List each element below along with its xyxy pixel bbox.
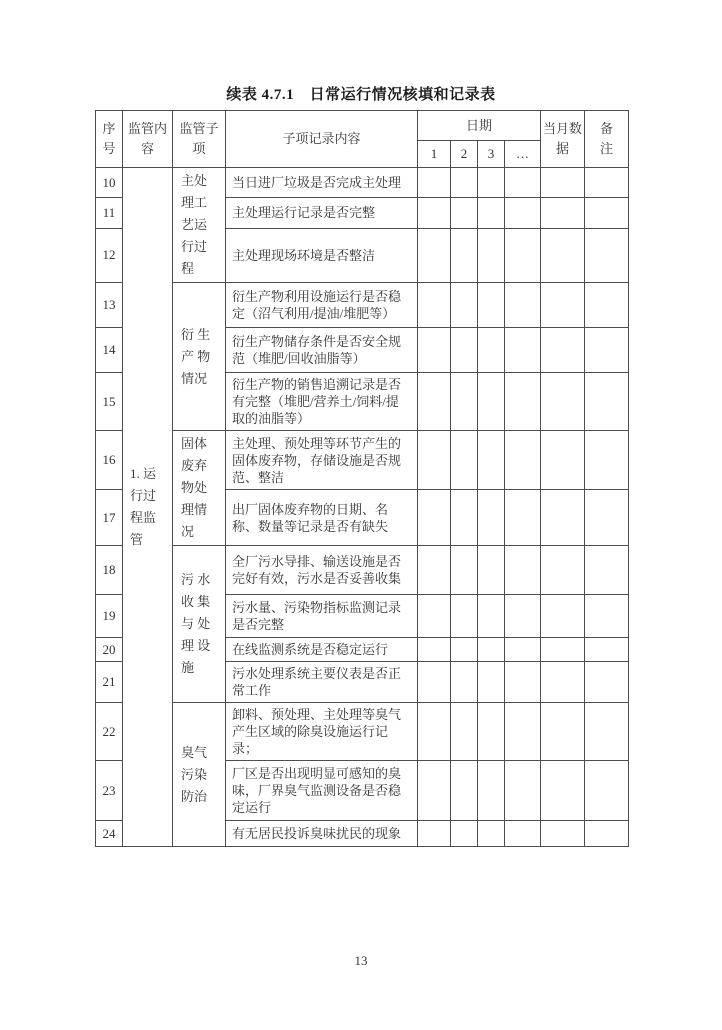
month-data-cell: [541, 638, 585, 662]
header-date-more: …: [505, 141, 541, 168]
row-number: 19: [96, 595, 123, 638]
date-cell: [505, 490, 541, 546]
date-cell: [451, 761, 478, 821]
date-cell: [478, 490, 505, 546]
record-cell: 污水量、污染物指标监测记录是否完整: [226, 595, 418, 638]
month-data-cell: [541, 228, 585, 282]
row-number: 14: [96, 328, 123, 373]
date-cell: [418, 228, 451, 282]
date-cell: [478, 431, 505, 490]
header-note: 备注: [585, 111, 629, 168]
page-number: 13: [354, 953, 368, 968]
date-cell: [505, 761, 541, 821]
note-cell: [585, 328, 629, 373]
record-cell: 主处理运行记录是否完整: [226, 198, 418, 228]
subitem-cell: 污 水 收 集 与 处 理 设 施: [173, 546, 226, 703]
record-cell: 主处理、预处理等环节产生的固体废弃物，存储设施是否规范、整洁: [226, 431, 418, 490]
record-cell: 衍生产物的销售追溯记录是否有完整（堆肥/营养土/饲料/提取的油脂等）: [226, 373, 418, 431]
header-row-1: [96, 111, 629, 141]
record-cell: 在线监测系统是否稳定运行: [226, 638, 418, 662]
month-data-cell: [541, 373, 585, 431]
date-cell: [451, 595, 478, 638]
row-number: 17: [96, 490, 123, 546]
month-data-cell: [541, 761, 585, 821]
note-cell: [585, 168, 629, 198]
month-data-cell: [541, 168, 585, 198]
month-data-cell: [541, 662, 585, 703]
record-cell: 污水处理系统主要仪表是否正常工作: [226, 662, 418, 703]
date-cell: [478, 638, 505, 662]
record-cell: 卸料、预处理、主处理等臭气产生区域的除臭设施运行记录；: [226, 703, 418, 761]
row-number: 24: [96, 821, 123, 847]
date-cell: [418, 662, 451, 703]
record-cell: 衍生产物储存条件是否安全规范（堆肥/回收油脂等）: [226, 328, 418, 373]
row-number: 12: [96, 228, 123, 282]
record-cell: 衍生产物利用设施运行是否稳定（沼气利用/提油/堆肥等）: [226, 283, 418, 328]
row-number: 18: [96, 546, 123, 595]
month-data-cell: [541, 490, 585, 546]
header-supervision-subitem: 监管子项: [173, 111, 226, 168]
date-cell: [418, 198, 451, 228]
header-date: 日期: [418, 111, 541, 141]
date-cell: [505, 168, 541, 198]
record-cell: 有无居民投诉臭味扰民的现象: [226, 821, 418, 847]
date-cell: [451, 703, 478, 761]
date-cell: [478, 546, 505, 595]
date-cell: [505, 283, 541, 328]
date-cell: [451, 168, 478, 198]
date-cell: [478, 703, 505, 761]
note-cell: [585, 821, 629, 847]
date-cell: [418, 373, 451, 431]
date-cell: [418, 283, 451, 328]
date-cell: [505, 198, 541, 228]
date-cell: [451, 638, 478, 662]
month-data-cell: [541, 283, 585, 328]
date-cell: [451, 431, 478, 490]
date-cell: [418, 638, 451, 662]
row-number: 11: [96, 198, 123, 228]
note-cell: [585, 228, 629, 282]
date-cell: [478, 373, 505, 431]
daily-operation-record-table: [95, 110, 629, 847]
record-cell: 主处理现场环境是否整洁: [226, 228, 418, 282]
table-row: [96, 431, 629, 490]
note-cell: [585, 638, 629, 662]
header-supervision-content: 监管内容: [123, 111, 173, 168]
table-row: [96, 703, 629, 761]
date-cell: [418, 821, 451, 847]
date-cell: [505, 638, 541, 662]
subitem-cell: 固体废弃物处理情况: [173, 431, 226, 546]
date-cell: [505, 662, 541, 703]
note-cell: [585, 373, 629, 431]
subitem-cell: 臭气污染防治: [173, 703, 226, 847]
date-cell: [451, 228, 478, 282]
note-cell: [585, 761, 629, 821]
record-cell: 全厂污水导排、输送设施是否完好有效，污水是否妥善收集: [226, 546, 418, 595]
date-cell: [478, 821, 505, 847]
date-cell: [478, 168, 505, 198]
date-cell: [505, 431, 541, 490]
date-cell: [478, 228, 505, 282]
date-cell: [451, 662, 478, 703]
month-data-cell: [541, 595, 585, 638]
date-cell: [418, 431, 451, 490]
date-cell: [505, 228, 541, 282]
note-cell: [585, 283, 629, 328]
date-cell: [451, 490, 478, 546]
date-cell: [418, 703, 451, 761]
date-cell: [451, 198, 478, 228]
header-seq: 序号: [96, 111, 123, 168]
date-cell: [418, 490, 451, 546]
date-cell: [505, 821, 541, 847]
header-record-content: 子项记录内容: [226, 111, 418, 168]
note-cell: [585, 662, 629, 703]
date-cell: [418, 595, 451, 638]
table-row: [96, 283, 629, 328]
page-title: 续表 4.7.1 日常运行情况核填和记录表: [226, 87, 496, 103]
date-cell: [505, 373, 541, 431]
date-cell: [451, 821, 478, 847]
note-cell: [585, 595, 629, 638]
row-number: 21: [96, 662, 123, 703]
table-row: [96, 168, 629, 198]
record-cell: 出厂固体废弃物的日期、名称、数量等记录是否有缺失: [226, 490, 418, 546]
date-cell: [505, 546, 541, 595]
record-cell: 厂区是否出现明显可感知的臭味，厂界臭气监测设备是否稳定运行: [226, 761, 418, 821]
month-data-cell: [541, 198, 585, 228]
row-number: 13: [96, 283, 123, 328]
date-cell: [478, 761, 505, 821]
note-cell: [585, 198, 629, 228]
month-data-cell: [541, 703, 585, 761]
header-date-1: 1: [418, 141, 451, 168]
month-data-cell: [541, 546, 585, 595]
date-cell: [418, 761, 451, 821]
row-number: 20: [96, 638, 123, 662]
date-cell: [418, 168, 451, 198]
row-number: 22: [96, 703, 123, 761]
date-cell: [478, 328, 505, 373]
date-cell: [478, 662, 505, 703]
note-cell: [585, 703, 629, 761]
date-cell: [505, 595, 541, 638]
date-cell: [451, 328, 478, 373]
record-cell: 当日进厂垃圾是否完成主处理: [226, 168, 418, 198]
table-row: [96, 546, 629, 595]
date-cell: [478, 595, 505, 638]
date-cell: [451, 283, 478, 328]
supervision-content-cell: 1. 运行过程监管: [123, 168, 173, 847]
date-cell: [418, 328, 451, 373]
note-cell: [585, 490, 629, 546]
subitem-cell: 主处理工艺运行过程: [173, 168, 226, 283]
date-cell: [505, 328, 541, 373]
header-date-3: 3: [478, 141, 505, 168]
subitem-cell: 衍 生 产 物 情况: [173, 283, 226, 431]
row-number: 16: [96, 431, 123, 490]
date-cell: [451, 373, 478, 431]
month-data-cell: [541, 328, 585, 373]
note-cell: [585, 546, 629, 595]
month-data-cell: [541, 431, 585, 490]
date-cell: [505, 703, 541, 761]
note-cell: [585, 431, 629, 490]
date-cell: [478, 283, 505, 328]
row-number: 10: [96, 168, 123, 198]
header-date-2: 2: [451, 141, 478, 168]
row-number: 15: [96, 373, 123, 431]
row-number: 23: [96, 761, 123, 821]
month-data-cell: [541, 821, 585, 847]
date-cell: [418, 546, 451, 595]
date-cell: [451, 546, 478, 595]
date-cell: [478, 198, 505, 228]
header-month-data: 当月数据: [541, 111, 585, 168]
